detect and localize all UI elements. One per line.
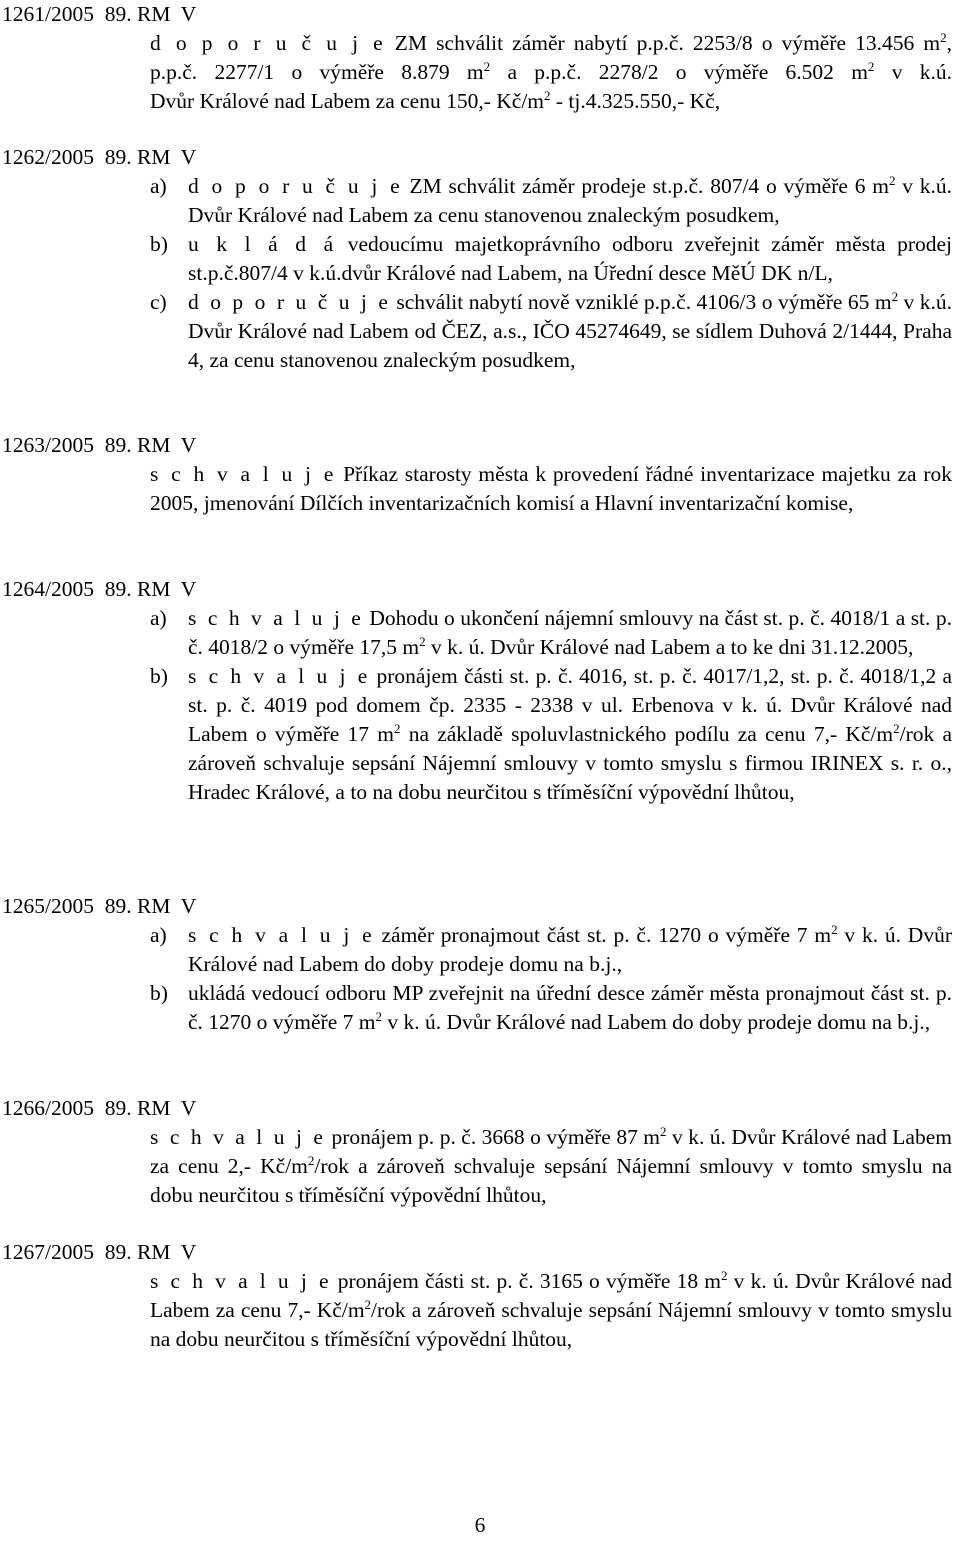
resolution-header: 1261/2005 89. RM V — [2, 2, 197, 26]
resolution-item-b — [150, 979, 952, 1037]
resolution-keyword: s c h v a l u j e — [150, 462, 337, 486]
item-text: na základě spoluvlastnického podílu za cenu 7,- Kč/m — [400, 722, 894, 746]
superscript: 2 — [394, 720, 401, 736]
superscript: 2 — [375, 1008, 382, 1024]
item-label: b) — [150, 981, 168, 1005]
superscript: 2 — [893, 720, 900, 736]
resolution-keyword: s c h v a l u j e — [188, 606, 364, 630]
item-text: pronájem části st. p. č. 4016, st. p. č. 4017/1,2, st. p. č. 4018/1,2 a st. p. č. 4019 pod domem čp. 2335 - 2338 v ul. Erbenova v k. ú. Dvůr Králové nad Labem o výměře 17 m — [188, 664, 952, 746]
item-text: ukládá vedoucí odboru MP zveřejnit na úřední desce záměr města pronajmout část st. p. č. 1270 o výměře 7 m — [188, 981, 952, 1034]
item-label: a) — [150, 923, 167, 947]
item-label: a) — [150, 174, 167, 198]
resolution-1265 — [2, 892, 952, 1037]
item-text: Příkaz starosty města k provedení řádné inventarizace majetku za rok 2005, jmenování Dílčích inventarizačních komisí a Hlavní inventarizační komise, — [150, 462, 952, 515]
item-label: b) — [150, 232, 168, 256]
resolution-1263 — [2, 431, 952, 518]
resolution-1261 — [2, 0, 952, 116]
resolution-item-c — [150, 288, 952, 375]
text-fragment: , — [946, 31, 952, 55]
text-fragment: a p.p.č. 2278/2 o výměře 6.502 m — [490, 60, 868, 84]
item-text: v k. ú. Dvůr Králové nad Labem a to ke dni 31.12.2005, — [425, 635, 914, 659]
text-fragment: v k.ú. — [874, 60, 952, 84]
superscript: 2 — [544, 87, 551, 103]
resolution-1262 — [2, 143, 952, 375]
resolution-item-a — [150, 172, 952, 230]
superscript: 2 — [364, 1296, 372, 1312]
page-number: 6 — [474, 1513, 486, 1537]
resolution-header: 1263/2005 89. RM V — [2, 433, 197, 457]
resolution-item-a — [150, 604, 952, 662]
text-fragment: p.p.č. 2277/1 o výměře 8.879 m — [150, 60, 484, 84]
item-text: v k.ú. Dvůr Králové nad Labem za cenu stanovenou znaleckým posudkem, — [188, 174, 953, 227]
item-text: v k. ú. Dvůr Králové nad Labem za cenu 2,- Kč/m — [150, 1125, 952, 1178]
item-text: v k. ú. Dvůr Králové nad Labem za cenu 7,- Kč/m — [150, 1269, 952, 1322]
superscript: 2 — [891, 288, 899, 304]
superscript: 2 — [888, 172, 896, 188]
resolution-keyword: s c h v a l u j e — [188, 923, 375, 947]
superscript: 2 — [940, 29, 947, 45]
item-text: v k. ú. Dvůr Králové nad Labem do doby prodeje domu na b.j., — [188, 923, 952, 976]
resolution-text — [150, 460, 952, 518]
item-label: a) — [150, 606, 167, 630]
superscript: 2 — [660, 1123, 667, 1139]
resolution-keyword: d o p o r u č u j e — [188, 290, 391, 314]
item-text: v k. ú. Dvůr Králové nad Labem do doby prodeje domu na b.j., — [382, 1010, 931, 1034]
resolution-text — [150, 1123, 952, 1210]
item-text: vedoucímu majetkoprávního odboru zveřejnit záměr města prodej st.p.č.807/4 v k.ú.dvůr Králové nad Labem, na Úřední desce MěÚ DK n/L, — [188, 232, 953, 285]
superscript: 2 — [831, 921, 838, 937]
item-label: b) — [150, 664, 168, 688]
item-text: /rok a zároveň schvaluje sepsání Nájemní smlouvy v tomto smyslu na dobu neurčitou s tříměsíční výpovědní lhůtou, — [150, 1154, 952, 1207]
text-fragment: - tj.4.325.550,- Kč, — [550, 89, 721, 113]
resolution-keyword: s c h v a l u j e — [150, 1269, 332, 1293]
text-line — [150, 87, 952, 116]
resolution-text — [150, 1267, 952, 1354]
resolution-keyword: s c h v a l u j e — [188, 664, 371, 688]
resolution-keyword: d o p o r u č u j e — [150, 31, 386, 55]
resolution-1267 — [2, 1238, 952, 1354]
item-text: /rok a zároveň schvaluje sepsání Nájemní smlouvy v tomto smyslu s firmou IRINEX s. r. o., Hradec Králové, a to na dobu neurčitou s tříměsíční výpovědní lhůtou, — [188, 722, 952, 804]
item-text: pronájem části st. p. č. 3165 o výměře 18 m — [331, 1269, 721, 1293]
item-text: schválit nabytí nově vzniklé p.p.č. 4106/3 o výměře 65 m — [390, 290, 892, 314]
resolution-item-b — [150, 230, 952, 288]
resolution-header: 1264/2005 89. RM V — [2, 577, 197, 601]
item-text: ZM schválit záměr prodeje st.p.č. 807/4 o výměře 6 m — [402, 174, 889, 198]
resolution-header: 1267/2005 89. RM V — [2, 1240, 197, 1264]
resolution-keyword: s c h v a l u j e — [150, 1125, 326, 1149]
text-line — [150, 29, 952, 58]
resolution-header: 1266/2005 89. RM V — [2, 1096, 197, 1120]
text-fragment: Dvůr Králové nad Labem za cenu 150,- Kč/m — [150, 89, 545, 113]
resolution-header: 1262/2005 89. RM V — [2, 145, 197, 169]
text-fragment: ZM schválit záměr nabytí p.p.č. 2253/8 o výměře 13.456 m — [385, 31, 941, 55]
item-text: Dohodu o ukončení nájemní smlouvy na část st. p. č. 4018/1 a st. p. č. 4018/2 o výměře 17,5 m — [188, 606, 952, 659]
superscript: 2 — [419, 633, 426, 649]
resolution-1264 — [2, 575, 952, 807]
resolution-1266 — [2, 1094, 952, 1210]
resolution-keyword: d o p o r u č u j e — [188, 174, 403, 198]
resolution-keyword: u k l á d á — [188, 232, 337, 256]
resolution-header: 1265/2005 89. RM V — [2, 894, 197, 918]
item-text: pronájem p. p. č. 3668 o výměře 87 m — [325, 1125, 661, 1149]
text-line — [150, 58, 952, 87]
superscript: 2 — [483, 58, 491, 74]
resolution-item-b — [150, 662, 952, 807]
item-text: záměr pronajmout část st. p. č. 1270 o výměře 7 m — [374, 923, 832, 947]
item-label: c) — [150, 290, 167, 314]
superscript: 2 — [307, 1152, 315, 1168]
resolution-item-a — [150, 921, 952, 979]
superscript: 2 — [867, 58, 875, 74]
resolution-text — [150, 29, 952, 116]
item-text: /rok a zároveň schvaluje sepsání Nájemní smlouvy v tomto smyslu na dobu neurčitou s tříměsíční výpovědní lhůtou, — [150, 1298, 952, 1351]
superscript: 2 — [721, 1267, 728, 1283]
item-text: v k.ú. Dvůr Králové nad Labem od ČEZ, a.s., IČO 45274649, se sídlem Duhová 2/1444, Praha 4, za cenu stanovenou znaleckým posudkem, — [188, 290, 953, 372]
